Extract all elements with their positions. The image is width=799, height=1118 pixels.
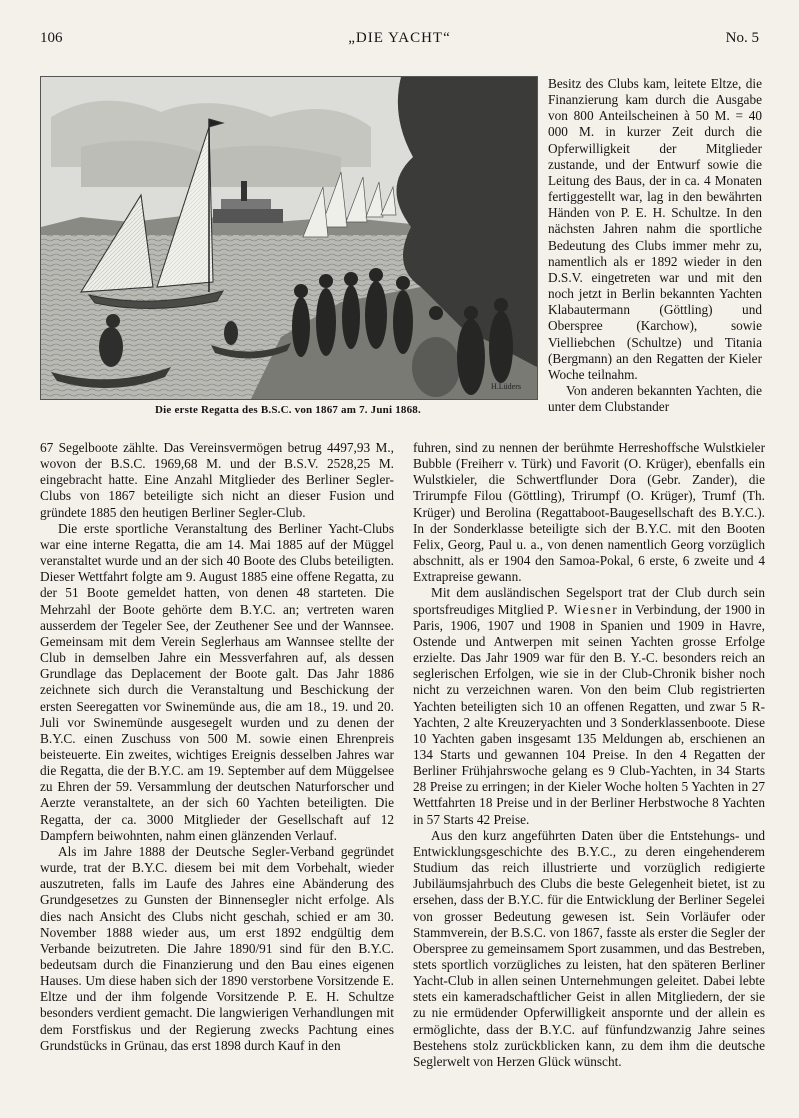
article-column-right-top (548, 76, 762, 415)
paragraph: Die erste sportliche Veranstaltung des Berliner Yacht-Clubs war eine interne Regatta, die am 14. Mai 1885 auf der Müggel veranstaltet wurde und an der sich 40 Boote des Clubs beteiligten. Dieser Wettfahrt folgte am 9. August 1885 eine offene Regatta, zu der 51 Boote gemeldet hatten, von denen 48 starteten. Die Mehrzahl der Boote gehörte dem B.Y.C. an; vertreten waren ausserdem der Tegeler See, der Zeuthener See und der Wannsee. Gemeinsam mit dem Verein Seglerhaus am Wannsee stellte der Club in demselben Jahre ein Messverfahren auf, als dessen Grundlage das Deplacement der Boote galt. Das Jahr 1886 zeichnete sich durch die Veranstaltung und Beschickung der ersten Seeregatten vor Swinemünde aus, die am 18., 19. und 20. Juli vor Swinemünde ausgesegelt wurden und zu denen der B.Y.C. einen Zuschuss von 500 M. sowie einen Ehrenpreis beisteuerte. Ein zweites, wichtiges Ereignis desselben Jahres war die Regatta, die der B.Y.C. am 19. September auf dem Müggelsee zu Ehren der 59. Versammlung der deutschen Naturforscher und Aerzte veranstaltete, an der sich 60 Yachten beteiligten. Die Regatta, der ca. 3000 Mitglieder der Gesellschaft auf 12 Dampfern beiwohnten, nahm einen glänzenden Verlauf. (40, 520, 394, 843)
regatta-engraving-illustration (41, 77, 537, 399)
page-header (40, 30, 759, 52)
article-column-right (413, 440, 765, 1070)
journal-title: „DIE YACHT“ (348, 30, 451, 46)
paragraph (413, 585, 765, 827)
figure-caption: Die erste Regatta des B.S.C. von 1867 am 7. Juni 1868. (155, 404, 421, 416)
paragraph: Aus den kurz angeführten Daten über die Entstehungs- und Entwicklungsgeschichte des B.Y.C., zu deren eingehenderem Studium das reich illustrierte und vorzüglich redigierte Jubiläumsjahrbuch des Clubs die beste Gelegenheit bietet, ist zu ersehen, dass der B.Y.C. für die Entwicklung der Berliner Segelei von grosser Bedeutung gewesen ist. Sein Vorläufer oder Stammverein, der B.S.C. von 1867, fasste als erster die Segler der Oberspree zu gemeinsamem Sport zusammen, und das Bestreben, stets sportlich vorzügliches zu leisten, hat den späteren Berliner Yacht-Club in allen seinen Unternehmungen geleitet. Dabei lebte stets ein kameradschaftlicher Geist in allen Mitgliedern, der sie zu nie ermüdender Opferwilligkeit anspornte und der allein es ermöglichte, dass der B.Y.C. auf fünfundzwanzig Jahre seines Bestehens stolz zurückblicken kann, zu dem ihm die deutsche Seglerwelt von Herzen Glück wünscht. (413, 827, 765, 1069)
paragraph: 67 Segelboote zählte. Das Vereinsvermögen betrug 4497,93 M., wovon der B.S.C. 1969,68 M. und der B.S.V. 2528,25 M. eingebracht hatte. Eine Anzahl Mitglieder des Berliner Segler-Clubs von 1867 beteiligte sich nicht an dieser Fusion und gründete 1885 den heutigen Berliner Segler-Club. (40, 440, 394, 520)
engraver-signature: H.Lüders (491, 382, 521, 391)
page-number: 106 (40, 30, 63, 46)
paragraph: Als im Jahre 1888 der Deutsche Segler-Verband gegründet wurde, trat der B.Y.C. diesem bei mit dem Vorbehalt, wieder auszutreten, falls im Laufe des Jahres eine Abänderung des Grundgesetzes zu Gunsten der Binnensegler nicht erfolge. Als dies nach Ansicht des Clubs nicht geschah, schied er am 30. November 1888 wieder aus, um erst 1892 endgültig dem Verbande beizutreten. Die Jahre 1890/91 sind für den B.Y.C. bedeutsam durch die Finanzierung und den Bau eines eigenen Hauses. Um diese haben sich der 1890 verstorbene Vorsitzende E. Eltze und der ihm folgende Vorsitzende P. E. H. Schultze besonders verdient gemacht. Die langwierigen Verhandlungen mit dem Forstfiskus und der Regierung zwecks Pachtung eines Grundstücks in Grünau, das erst 1898 durch Kauf in den (40, 843, 394, 1053)
person-name: P. Wiesner (546, 601, 619, 617)
article-column-left (40, 440, 394, 1054)
text-run: Mit dem ausländischen Segelsport trat der Club durch sein sportsfreudiges Mitglied (413, 585, 765, 617)
paragraph: fuhren, sind zu nennen der berühmte Herreshoffsche Wulstkieler Bubble (Freiherr v. Türk) und Favorit (O. Krüger), ebenfalls ein Wulstkieler, die Schwertflunder Dora (Gebr. Zander), die Trirumpfe Filou (Göttling), Trirumpf (O. Krüger), Trumf (Th. Krüger) und Berolina (Regattaboot-Baugesellschaft des B.Y.C.). In der Sonderklasse beteiligte sich der B.Y.C. mit den Booten Felix, Georg, Paul u. a., von denen namentlich Georg vorzüglich abschnitt, als er 1904 den Samoa-Pokal, 6 erste, 6 zweite und 4 Extrapreise gewann. (413, 440, 765, 585)
regatta-engraving (40, 76, 538, 400)
paragraph: Von anderen bekannten Yachten, die unter dem Clubstander (548, 382, 762, 415)
paragraph: Besitz des Clubs kam, leitete Eltze, die Finanzierung kam durch die Ausgabe von 800 Anteilscheinen à 50 M. = 40 000 M. in kurzer Zeit durch die Opferwilligkeit der Mitglieder zustande, und der Entwurf sowie die Leitung des Baus, der in ca. 4 Monaten fertiggestellt war, lag in den bewährten Händen von P. E. H. Schultze. In den nächsten Jahren nahm die sportliche Bedeutung des Clubs immer mehr zu, namentlich als er 1892 wieder in den D.S.V. eingetreten war und mit den noch jetzt in Berlin bekannten Yachten Klabautermann (Göttling) und Oberspree (Karchow), sowie Vielliebchen (Schultze) und Titania (Bergmann) an den Regatten der Kieler Woche teilnahm. (548, 76, 762, 382)
text-run: in Verbindung, der 1900 in Paris, 1906, 1907 und 1908 in Spanien und 1909 in Havre, Ostende und Antwerpen mit seinen Yachten grosse Erfolge erzielte. Das Jahr 1909 war für den B. Y.-C. besonders reich an seglerischen Erfolgen, wie sie in der Club-Chronik bisher noch nicht zu verzeichnen waren. Von den beim Club registrierten Yachten beteiligten sich 10 an offenen Regatten, und zwar 5 R-Yachten, 2 alte Kreuzeryachten und 3 Sonderklassenboote. Diese 10 Yachten gaben insgesamt 135 Meldungen ab, erschienen an 134 Starts und gewannen 104 Preise. In den 4 Regatten der Berliner Frühjahrswoche gelang es 9 Club-Yachten, in 34 Starts 28 Preise zu erringen; in der Kieler Woche holten 5 Yachten in 27 Wettfahrten 18 Preise und in der Berliner Herbstwoche 8 Yachten in 57 Starts 42 Preise. (413, 601, 765, 827)
issue-number: No. 5 (725, 30, 759, 46)
